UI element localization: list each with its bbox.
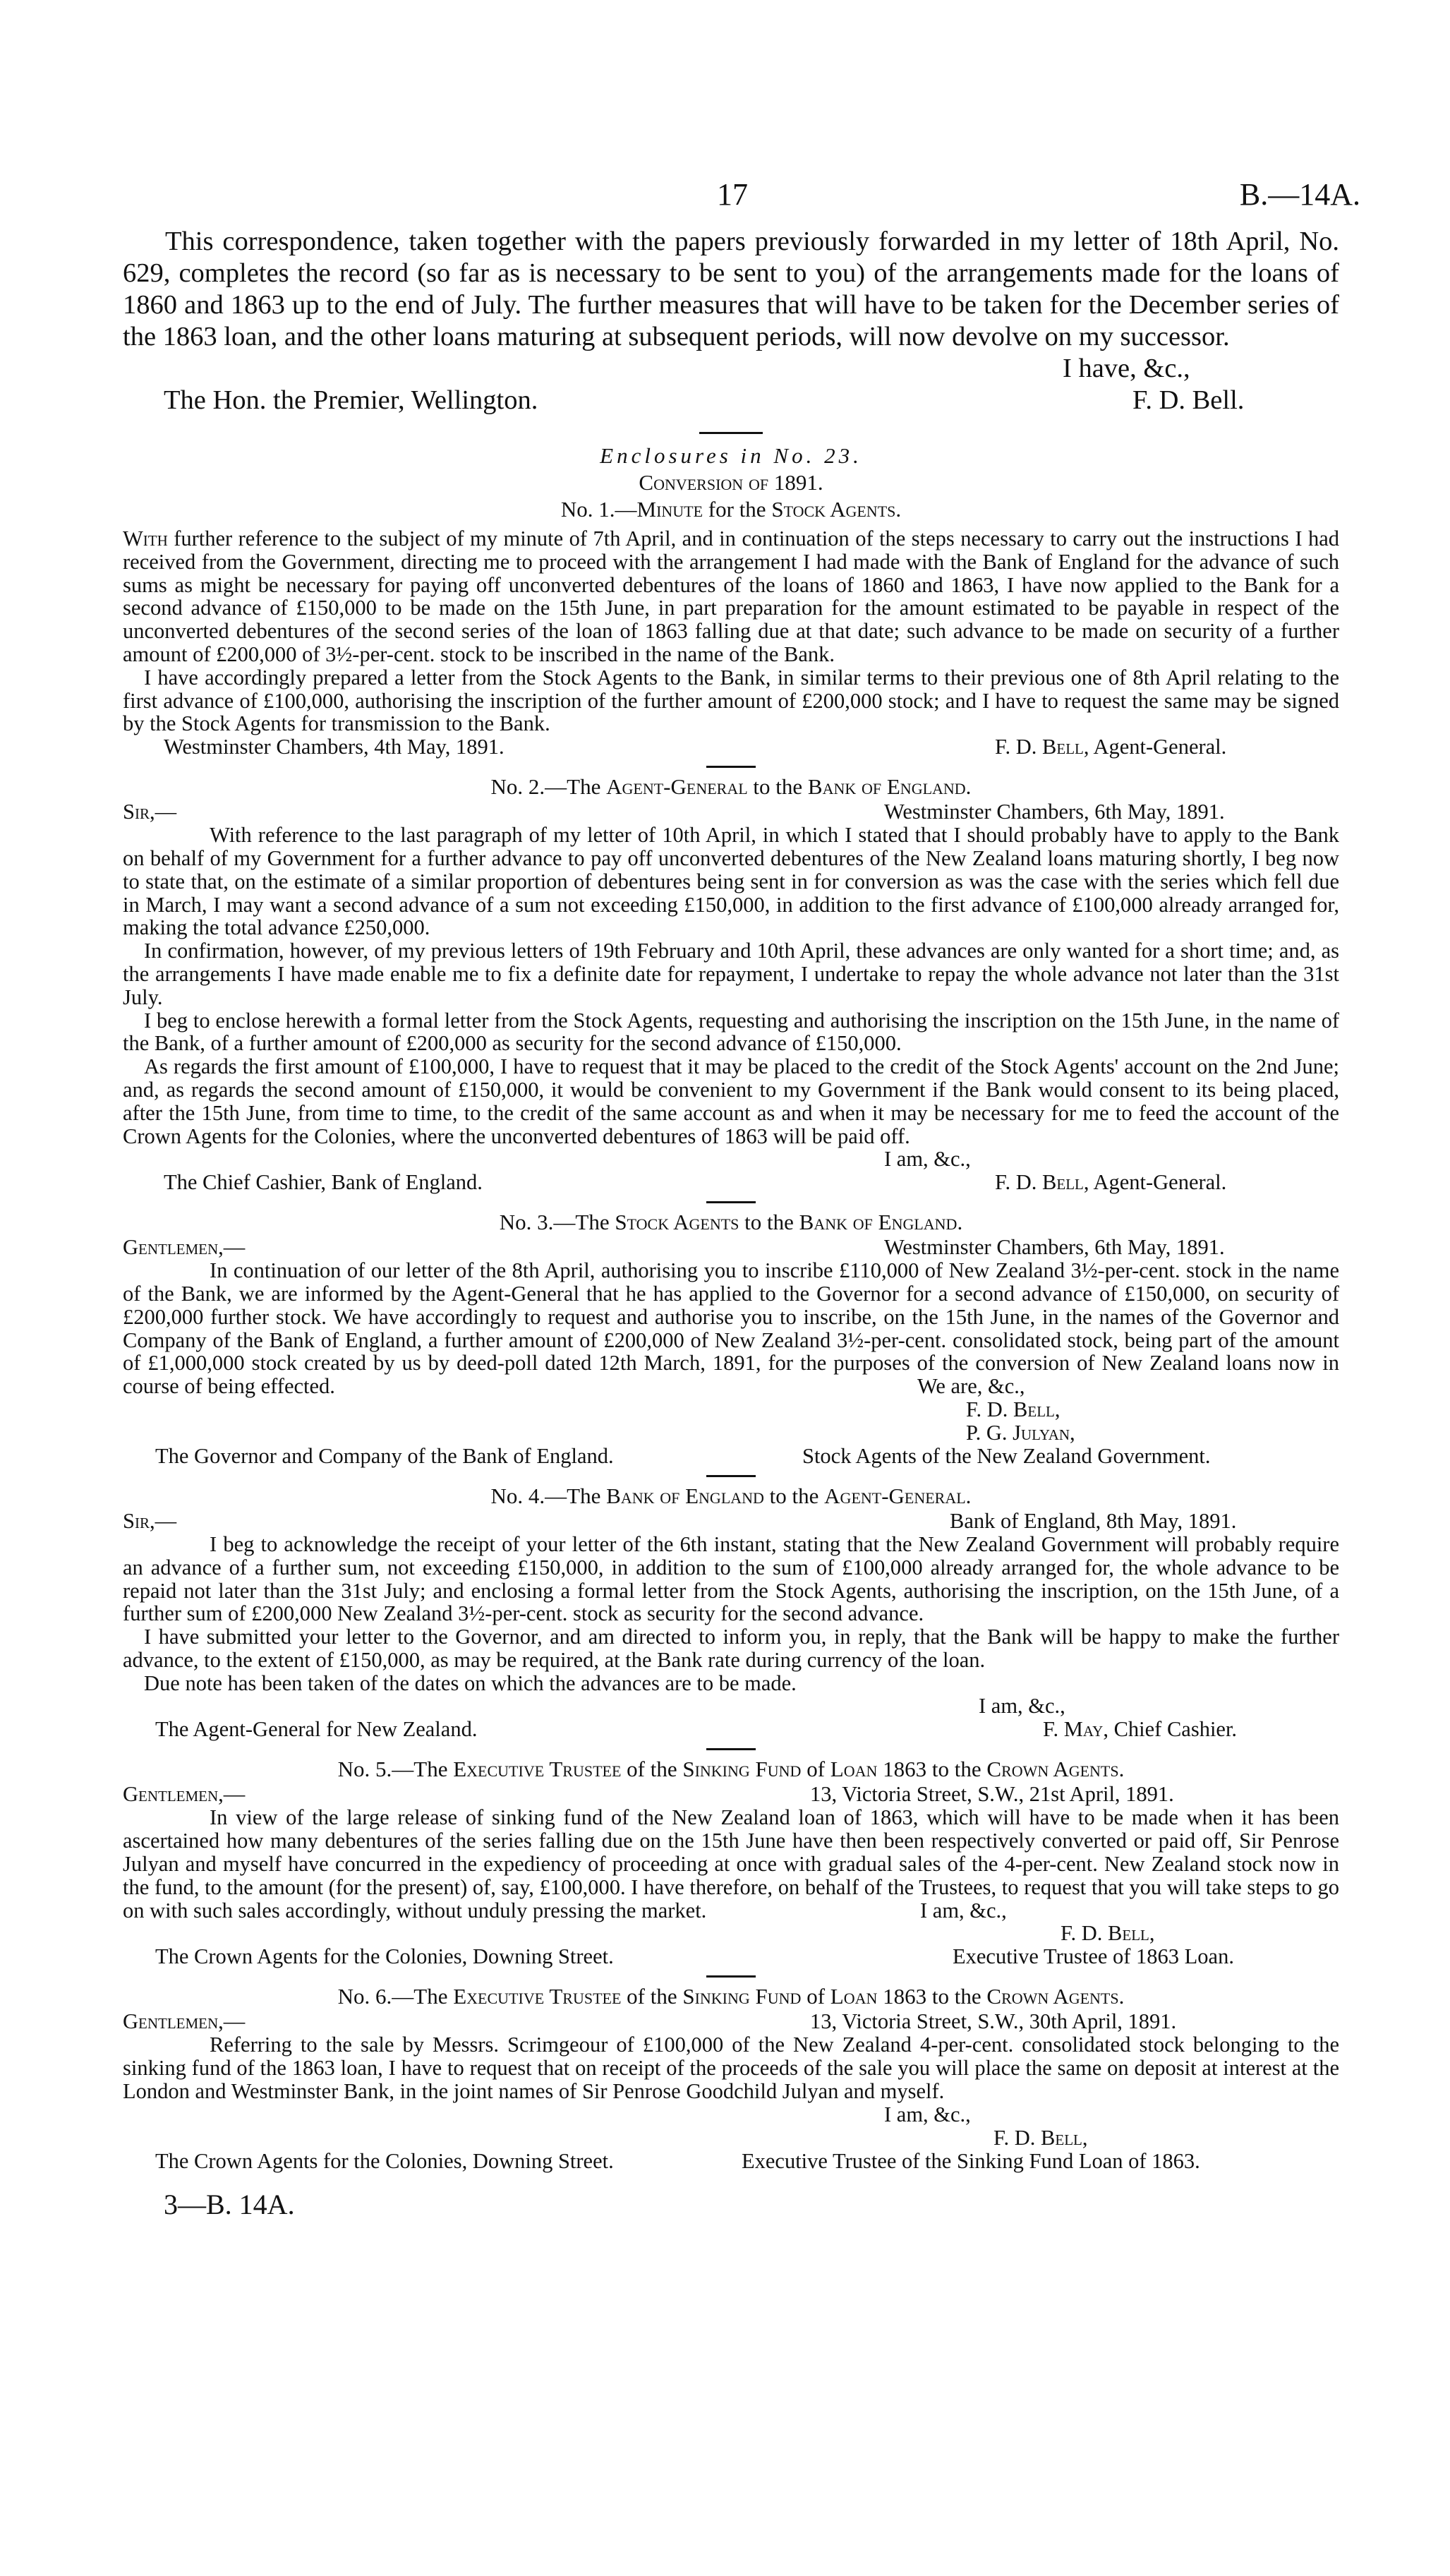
enclosure-5-heading [123,1756,1339,1783]
signature-row [123,735,1339,759]
paragraph [123,1533,1339,1625]
salutation: Sir,— [123,1508,177,1533]
signature-row [123,1171,1339,1194]
signature-title: Executive Trustee of 1863 Loan. [953,1944,1234,1969]
paragraph [123,1672,1339,1695]
enclosure-4 [123,1483,1339,1751]
signature-text: , Chief Cashier. [1103,1717,1238,1742]
signature-text: F. D. [995,1170,1043,1195]
closing-row [123,1695,1339,1718]
salutation-row [123,1236,1339,1259]
signature-text: Bell [1042,735,1084,759]
paragraph [123,824,1339,939]
salutation: Gentlemen,— [123,1782,246,1807]
intro-signature-row [123,385,1339,416]
signature-text: , Agent-General. [1083,1170,1227,1195]
divider [699,432,763,434]
enclosure-5 [123,1756,1339,1978]
heading-text: Stock Agents. [771,497,902,522]
heading-text: of [801,1984,830,2009]
place-date: Westminster Chambers, 4th May, 1891. [164,735,505,759]
place-date: 13, Victoria Street, S.W., 21st April, 1891. [810,1782,1174,1807]
paragraph-text: Due note has been taken of the dates on which the advances are to be made. [144,1671,797,1695]
heading-text: Agent-General [606,774,748,800]
paragraph [123,1806,1339,1922]
heading-text: No. 3.—The [499,1210,615,1235]
signature [966,1421,1075,1445]
signature-row [123,1445,1339,1468]
signature-row [123,1718,1339,1741]
signature-row [123,1398,1339,1421]
enclosure-2-heading [123,774,1339,800]
paragraph-text: I have submitted your letter to the Governor, and am directed to inform you, in reply, that the Bank will be happy to make the further advance, to the extent of £150,000, as may be required, at the Bank rate during currency of the loan. [123,1625,1339,1672]
heading-text: Minute [636,497,703,522]
divider [706,1975,756,1978]
page-header [123,176,1360,226]
signature-text: F. D. [966,1397,1014,1421]
paragraph-text: With reference to the last paragraph of my letter of 10th April, in which I stated that I should probably have to apply to the Bank on behalf of my Government for a further advance to pay off unconverted debentures of the New Zealand loans maturing shortly, I beg now to state that, on the estimate of a similar proportion of debentures being sent in for conversion as was the case with the series which fell due in March, I may want a second advance of a sum not exceeding £150,000, in addition to the first advance of £100,000 already arranged for, making the total advance £250,000. [123,823,1339,940]
signature-text: F. D. [1061,1921,1108,1946]
paragraph [123,1259,1339,1398]
signature-text: F. D. [993,2125,1041,2150]
signature-title: Stock Agents of the New Zealand Government. [802,1443,1211,1468]
heading-text: to the [747,774,808,800]
signature-text: May [1063,1717,1104,1742]
enclosure-6 [123,1983,1339,2172]
paragraph-text: Referring to the sale by Messrs. Scrimgeour of £100,000 of the New Zealand 4-per-cent. consolidated stock belonging to the sinking fund of the 1863 loan, I have to request that on receipt of the proceeds of the sale you will place the same on deposit at interest at the London and Westminster Bank, in the joint names of Sir Penrose Goodchild Julyan and myself. [123,2033,1339,2104]
intro-closing: I have, &c., [1063,354,1190,383]
intro-text: This correspondence, taken together with the papers previously forwarded in my letter of 18th April, No. 629, completes the record (so far as is necessary to be sent to you) of the arrangements made for the loans of 1860 and 1863 up to the end of July. The further measures that will have to be taken for the December series of the 1863 loan, and the other loans maturing at subsequent periods, will now devolve on my successor. [123,227,1339,351]
heading-text: Executive Trustee [453,1757,622,1782]
signature-text: Bell [1042,1170,1084,1195]
addressee: The Crown Agents for the Colonies, Downing Street. [155,2148,614,2173]
heading-text: No. 4.—The [490,1483,607,1508]
heading-text: Loan [830,1984,878,2009]
addressee: The Chief Cashier, Bank of England. [164,1170,483,1195]
salutation-row [123,1510,1339,1533]
addressee: The Agent-General for New Zealand. [155,1717,478,1742]
heading-text: of the [621,1757,683,1782]
enclosures-title: Enclosures in No. 23. [600,443,862,468]
intro-signature: F. D. Bell. [1132,385,1245,415]
enclosure-6-heading [123,1983,1339,2010]
heading-text: Sinking Fund [682,1757,802,1782]
heading-text: Agent-General. [824,1483,972,1508]
signature [966,1398,1061,1421]
heading-text: No. 2.—The [490,774,607,800]
heading-text: Executive Trustee [453,1984,622,2009]
addressee: The Governor and Company of the Bank of England. [155,1443,614,1468]
heading-text: to the [739,1210,799,1235]
signature-row [123,1945,1339,1968]
salutation: Gentlemen,— [123,1235,246,1260]
heading-text: Stock Agents [615,1210,739,1235]
enclosure-1-heading [123,496,1339,523]
heading-text: No. 5.—The [337,1757,454,1782]
document-page [123,0,1360,2221]
intro-addressee: The Hon. the Premier, Wellington. [164,385,538,415]
signature [1061,1922,1155,1945]
paragraph-text: In view of the large release of sinking fund of the New Zealand loan of 1863, which will have to be made when it has been ascertained how many debentures of the series falling due on the 15th June have then been respectively converted or paid off, Sir Penrose Julyan and myself have concurred in the expediency of proceeding at once with gradual sales of the 4-per-cent. New Zealand stock now in the fund, to the amount (for the present) of, say, £100,000. I have therefore, on behalf of the Trustees, to request that you will take steps to go on with such sales accordingly, without unduly pressing the market. [123,1805,1339,1922]
signature-text: Julyan, [1013,1420,1075,1445]
signature-text: , Agent-General. [1083,735,1227,759]
divider [706,1201,756,1203]
place-date: 13, Victoria Street, S.W., 30th April, 1891. [810,2009,1177,2034]
signature [995,1171,1226,1194]
enclosure-3 [123,1209,1339,1477]
enclosure-3-heading [123,1209,1339,1236]
salutation-row [123,800,1339,824]
paragraph-text: I beg to acknowledge the receipt of your letter of the 6th instant, stating that the New Zealand Government will probably require an advance of a further sum, not exceeding £150,000, in addition to the sum of £100,000 already arranged for, the whole advance to be repaid not later than the 31st July; and enclosing a formal letter from the Stock Agents, authorising the inscription, on the 15th June, of a further sum of £200,000 New Zealand 3½-per-cent. stock as security for the second advance. [123,1531,1339,1626]
paragraph-text: further reference to the subject of my minute of 7th April, and in continuation of the steps necessary to carry out the instructions I had received from the Government, directing me to proceed with the arrangement I had made with the Bank of England for the advance of such sums as might be necessary for paying off unconverted debentures of the loans of 1860 and 1863, I have now applied to the Bank for a second advance of £150,000 to be made on the 15th June, in part preparation for the amount estimated to be payable in respect of the unconverted debentures of the second series of the loan of 1863 falling due at that date; such advance to be made on security of a further amount of £200,000 of 3½-per-cent. stock to be inscribed in the name of the Bank. [123,526,1339,666]
divider [706,1475,756,1477]
closing: We are, &c., [917,1374,1025,1399]
signature-row [123,1922,1339,1945]
heading-text: Loan [830,1757,878,1782]
enclosure-2 [123,774,1339,1203]
salutation-row [123,2010,1339,2033]
paragraph-text: In confirmation, however, of my previous letters of 19th February and 10th April, these advances are only wanted for a short time; and, as the arrangements I have made enable me to fix a definite date for repayment, I undertake to repay the whole advance not later than the 31st July. [123,939,1339,1009]
heading-text: of [801,1757,830,1782]
enclosure-1 [123,496,1339,768]
heading-text: Bank of England [606,1483,764,1508]
heading-text: Bank of England. [799,1210,963,1235]
salutation: Gentlemen,— [123,2009,246,2034]
intro-paragraph [123,226,1339,383]
signature [995,735,1226,759]
place-date: Westminster Chambers, 6th May, 1891. [884,1235,1225,1260]
divider [706,766,756,768]
heading-text: Sinking Fund [682,1984,802,2009]
paragraph [123,1009,1339,1056]
paragraph-text: I beg to enclose herewith a formal letter from the Stock Agents, requesting and authorising the inscription on the 15th June, in the name of the Bank, of a further amount of £200,000 as security for the second advance of £150,000. [123,1008,1339,1056]
closing: I am, &c., [884,1147,971,1172]
document-reference: B.—14A. [1239,177,1360,212]
signature-text: Bell, [1041,2125,1088,2150]
signature-mark: 3—B. 14A. [164,2188,295,2220]
signature-text: Bell, [1108,1921,1155,1946]
signature-text: F. [1043,1717,1064,1742]
enclosure-4-heading [123,1483,1339,1510]
heading-text: No. 6.—The [337,1984,454,2009]
closing: I am, &c., [920,1898,1007,1922]
paragraph [123,1055,1339,1171]
paragraph-text: As regards the first amount of £100,000, I have to request that it may be placed to the credit of the Stock Agents' account on the 2nd June; and, as regards the second amount of £150,000, it would be convenient to my Government if the Bank would consent to its being placed, after the 15th June, from time to time, to the credit of the same account as and when it may be necessary for me to feed the account of the Crown Agents for the Colonies, where the unconverted debentures of 1863 will be paid off. [123,1054,1339,1148]
signature [1043,1718,1237,1741]
heading-text: of the [621,1984,683,2009]
signature-row [123,2150,1339,2173]
paragraph-text: In continuation of our letter of the 8th April, authorising you to inscribe £110,000 of New Zealand 3½-per-cent. stock in the name of the Bank, we are informed by the Agent-General that he has applied to the Governor for a second advance of £150,000, on security of £200,000 further stock. We have accordingly to request and authorise you to inscribe, on the 15th June, in the names of the Governor and Company of the Bank of England, a further amount of £200,000 of New Zealand 3½-per-cent. consolidated stock, being part of the amount of £1,000,000 stock created by us by deed-poll dated 12th March, 1891, for the purposes of the conversion of New Zealand loans now in course of being effected. [123,1258,1339,1399]
signature-text: Bell, [1013,1397,1061,1421]
heading-text: to the [763,1483,825,1508]
salutation: Sir,— [123,800,177,824]
signature-row [123,1421,1339,1445]
paragraph [123,1625,1339,1672]
signature-title: Executive Trustee of the Sinking Fund Loan of 1863. [742,2148,1200,2173]
signature-row [123,2126,1339,2150]
paragraph-text: I have accordingly prepared a letter from the Stock Agents to the Bank, in similar terms to their previous one of 8th April relating to the first advance of £100,000, authorising the inscription of the further amount of £200,000 stock; and I have to request the same may be signed by the Stock Agents for transmission to the Bank. [123,665,1339,736]
signature-text: F. D. [995,735,1043,759]
signature-text: P. G. [966,1420,1013,1445]
place-date: Westminster Chambers, 6th May, 1891. [884,800,1225,824]
signature [993,2126,1088,2150]
salutation-row [123,1783,1339,1806]
divider [706,1748,756,1750]
addressee: The Crown Agents for the Colonies, Downing Street. [155,1944,614,1969]
closing: I am, &c., [979,1694,1065,1719]
enclosures-subtitle: Conversion of 1891. [639,470,823,495]
heading-text: Crown Agents. [986,1984,1125,2009]
heading-text: 1863 to the [877,1757,987,1782]
heading-text: for the [703,497,772,522]
paragraph [123,939,1339,1009]
place-date: Bank of England, 8th May, 1891. [950,1508,1237,1533]
paragraph-text: With [123,526,168,550]
heading-text: Crown Agents. [986,1757,1125,1782]
paragraph [123,666,1339,735]
paragraph [123,527,1339,666]
paragraph [123,2033,1339,2126]
heading-text: No. 1.— [560,497,637,522]
heading-text: Bank of England. [807,774,972,800]
heading-text: 1863 to the [877,1984,987,2009]
page-number: 17 [717,177,748,212]
closing: I am, &c., [884,2102,971,2126]
